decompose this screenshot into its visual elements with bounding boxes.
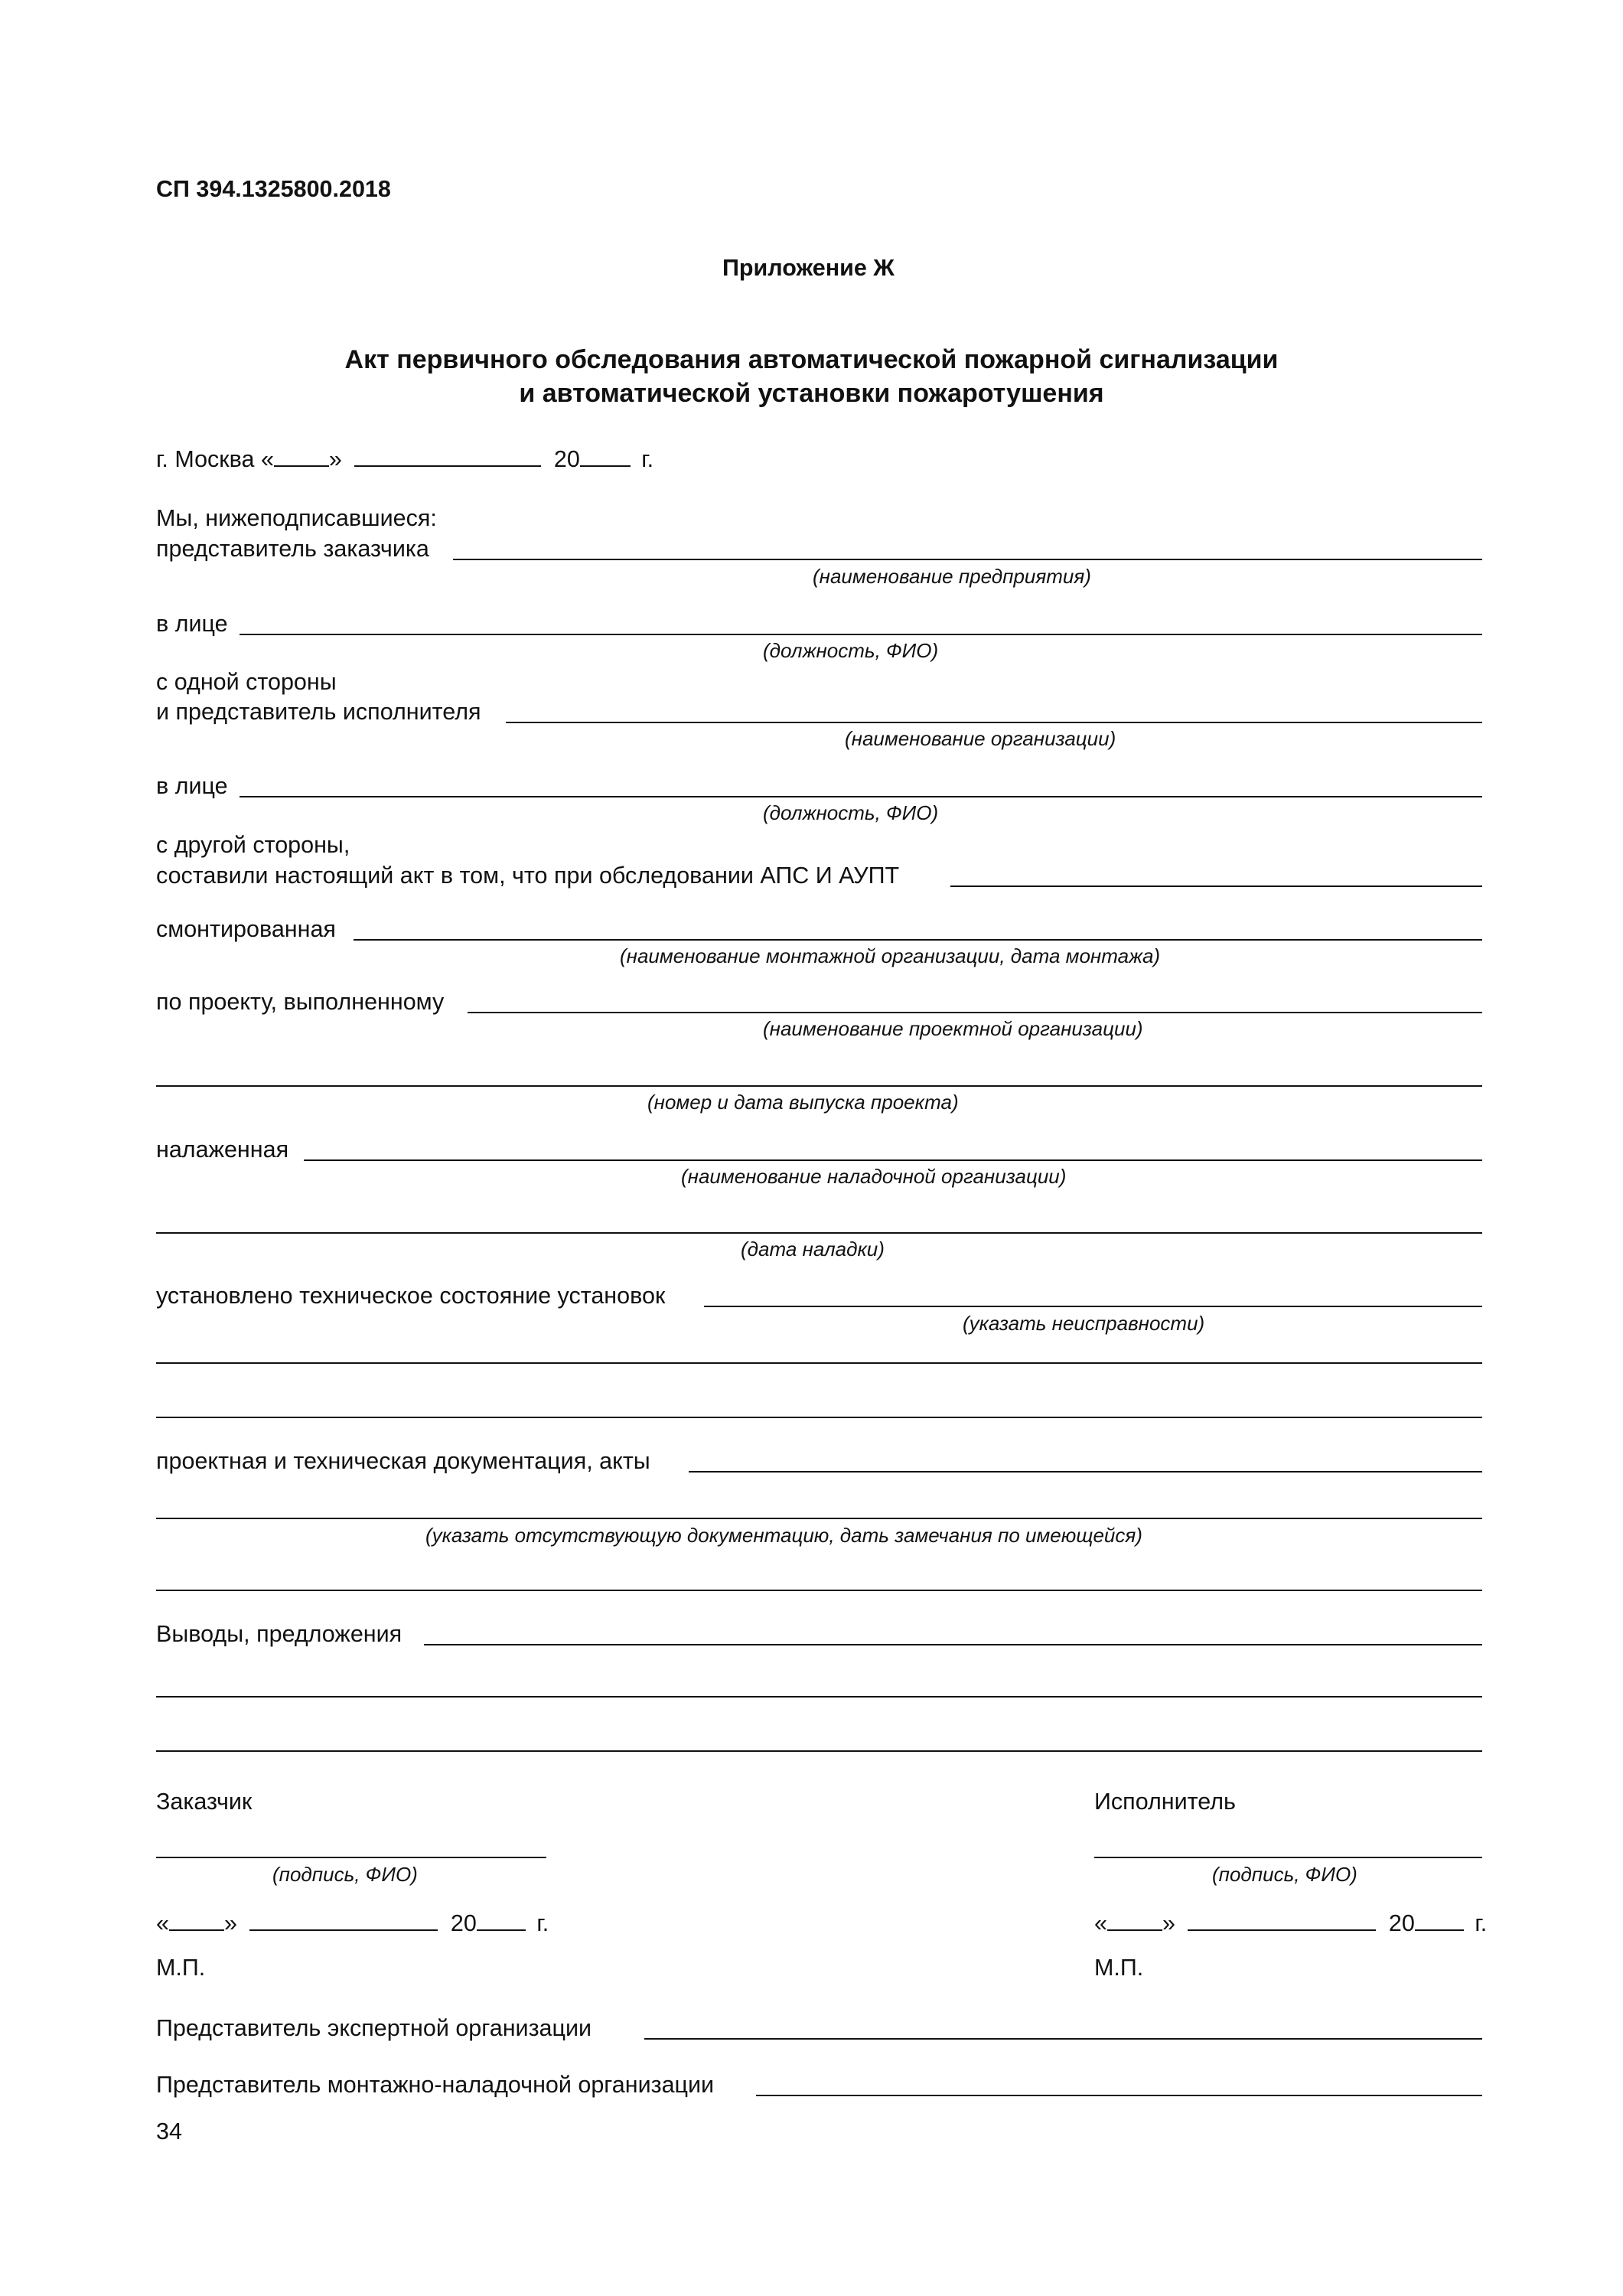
customer-day-blank[interactable] [169,1910,224,1931]
customer-rep-caption: (наименование предприятия) [813,565,1091,588]
mounted-caption: (наименование монтажной организации, дата монтажа) [620,944,1161,967]
project-line[interactable] [468,1012,1482,1013]
project-caption: (наименование проектной организации) [763,1017,1143,1040]
conclusions-line-3[interactable] [156,1750,1482,1752]
survey-statement-line[interactable] [950,885,1482,887]
contractor-signature-caption: (подпись, ФИО) [1212,1863,1357,1886]
one-side-text: с одной стороны [156,669,337,695]
documentation-line-3[interactable] [156,1590,1482,1591]
adjusted-label: налаженная [156,1137,289,1163]
customer-stamp: М.П. [156,1955,206,1981]
tech-state-line-2[interactable] [156,1362,1482,1364]
contractor-person-caption: (должность, ФИО) [763,801,939,824]
other-side-text: с другой стороны, [156,832,350,858]
customer-date-close-quote: » [223,1910,237,1936]
contractor-stamp: М.П. [1094,1955,1144,1981]
adjustment-date-line[interactable] [156,1232,1482,1234]
customer-signature-line[interactable] [156,1857,546,1858]
page-number: 34 [156,2118,182,2144]
customer-year-prefix: 20 [450,1910,477,1936]
customer-year-blank[interactable] [477,1910,526,1931]
customer-rep-line[interactable] [453,559,1482,560]
title-line-2: и автоматической установки пожаротушения [519,379,1104,408]
customer-date-line [156,1910,549,1936]
documentation-line[interactable] [689,1471,1482,1473]
contractor-signature-title: Исполнитель [1094,1789,1236,1815]
adjustment-date-caption: (дата наладки) [741,1238,885,1261]
customer-person-line[interactable] [240,634,1482,635]
title-line-1: Акт первичного обследования автоматической пожарной сигнализации [344,345,1279,374]
contractor-date-open-quote: « [1094,1910,1107,1936]
contractor-month-blank[interactable] [1188,1910,1376,1931]
project-number-caption: (номер и дата выпуска проекта) [647,1091,959,1114]
document-code: СП 394.1325800.2018 [156,176,391,202]
project-label: по проекту, выполненному [156,989,445,1015]
contractor-person-line[interactable] [240,796,1482,797]
appendix-label: Приложение Ж [722,255,895,281]
contractor-person-label: в лице [156,773,228,799]
conclusions-line-2[interactable] [156,1696,1482,1698]
city-label: г. Москва « [156,446,274,472]
contractor-year-suffix: г. [1475,1910,1488,1936]
expert-rep-line[interactable] [644,2038,1482,2040]
mounted-line[interactable] [354,939,1482,941]
adjusted-caption: (наименование наладочной организации) [681,1165,1067,1188]
documentation-caption: (указать отсутствующую документацию, дать замечания по имеющейся) [425,1524,1142,1547]
survey-statement: составили настоящий акт в том, что при обследовании АПС И АУПТ [156,863,900,889]
contractor-rep-caption: (наименование организации) [845,727,1116,750]
contractor-rep-line[interactable] [506,722,1482,723]
conclusions-line[interactable] [424,1644,1482,1645]
customer-signature-caption: (подпись, ФИО) [272,1863,418,1886]
tech-state-label: установлено техническое состояние установок [156,1283,666,1309]
month-blank[interactable] [354,445,541,467]
contractor-day-blank[interactable] [1107,1910,1162,1931]
customer-date-open-quote: « [156,1910,169,1936]
customer-rep-label: представитель заказчика [156,536,429,562]
customer-month-blank[interactable] [249,1910,438,1931]
date-line [156,445,653,471]
installer-rep-line[interactable] [756,2095,1482,2096]
year-suffix: г. [641,446,654,472]
tech-state-line-3[interactable] [156,1417,1482,1418]
contractor-rep-label: и представитель исполнителя [156,699,481,725]
customer-person-label: в лице [156,611,228,637]
project-number-line[interactable] [156,1085,1482,1087]
documentation-label: проектная и техническая документация, акты [156,1448,650,1474]
intro-text: Мы, нижеподписавшиеся: [156,505,437,531]
day-blank[interactable] [274,445,329,467]
year-blank[interactable] [580,445,631,467]
customer-person-caption: (должность, ФИО) [763,639,939,662]
adjusted-line[interactable] [304,1159,1482,1161]
mounted-label: смонтированная [156,916,336,942]
contractor-year-prefix: 20 [1388,1910,1415,1936]
customer-signature-title: Заказчик [156,1789,253,1815]
contractor-date-close-quote: » [1162,1910,1175,1936]
contractor-year-blank[interactable] [1415,1910,1464,1931]
customer-year-suffix: г. [536,1910,549,1936]
contractor-signature-line[interactable] [1094,1857,1482,1858]
installer-rep-label: Представитель монтажно-наладочной организации [156,2072,715,2098]
conclusions-label: Выводы, предложения [156,1621,402,1647]
tech-state-line[interactable] [704,1306,1482,1307]
tech-state-caption: (указать неисправности) [963,1312,1205,1335]
expert-rep-label: Представитель экспертной организации [156,2015,592,2041]
date-close-quote: » [328,446,342,472]
contractor-date-line [1094,1910,1487,1936]
year-prefix: 20 [553,446,580,472]
documentation-line-2[interactable] [156,1518,1482,1519]
